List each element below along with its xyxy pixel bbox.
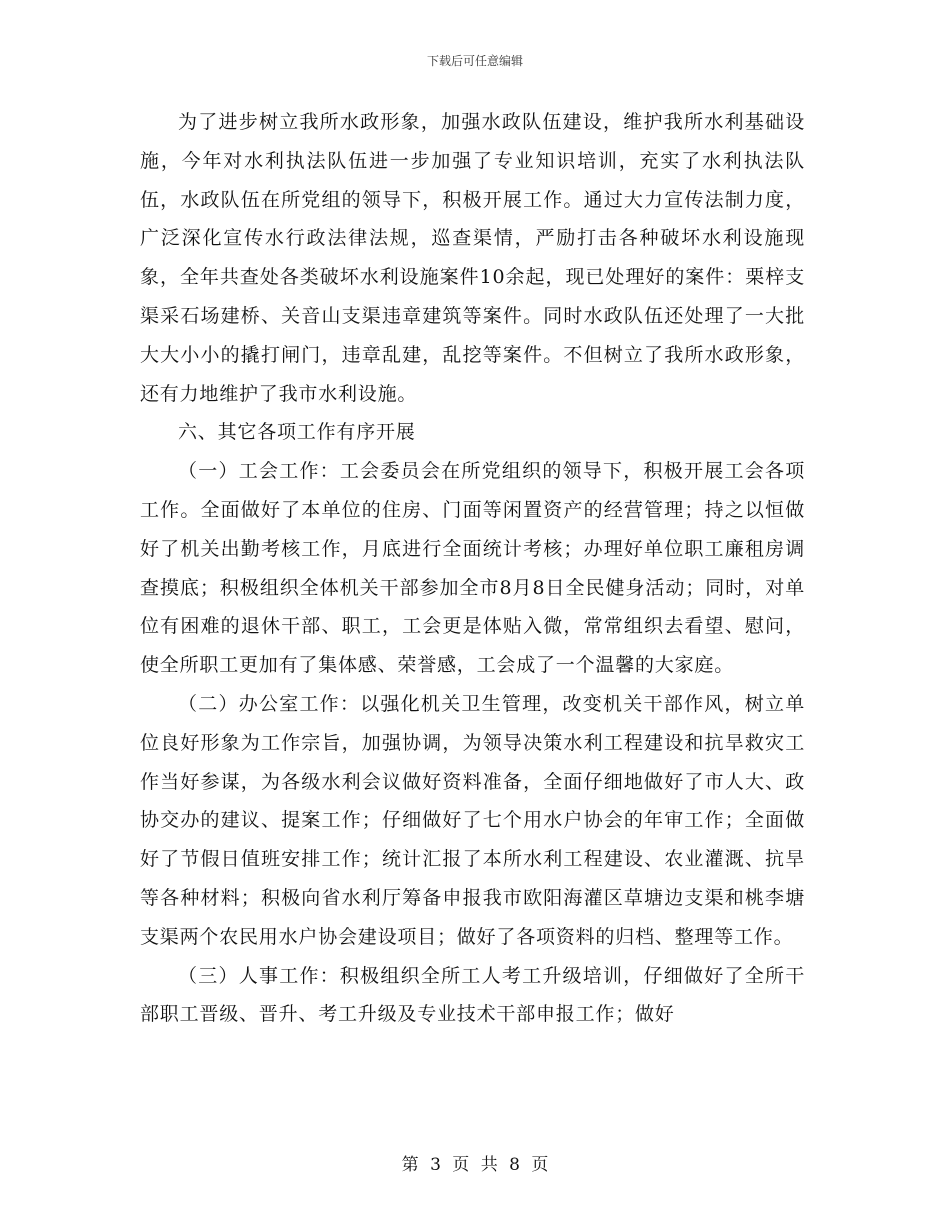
paragraph-personnel-work: （三）人事工作：积极组织全所工人考工升级培训，仔细做好了全所干部职工晋级、晋升、考工升级及专业技术干部申报工作；做好: [140, 964, 805, 1026]
section-heading: 六、其它各项工作有序开展: [178, 421, 416, 444]
paragraph-trade-union: （一）工会工作：工会委员会在所党组织的领导下，积极开展工会各项工作。全面做好了本单位的住房、门面等闲置资产的经营管理；持之以恒做好了机关出勤考核工作，月底进行全面统计考核；办理好单位职工廉租房调查摸底；积极组织全体机关干部参加全市8月8日全民健身活动；同时，对单位有困难的退休干部、职工，工会更是体贴入微，常常组织去看望、慰问，使全所职工更加有了集体感、荣誉感，工会成了一个温馨的大家庭。: [140, 460, 805, 677]
page-header: 下载后可任意编辑: [426, 54, 523, 68]
paragraph-office-work: （二）办公室工作：以强化机关卫生管理，改变机关干部作风，树立单位良好形象为工作宗旨，加强协调，为领导决策水利工程建设和抗旱救灾工作当好参谋，为各级水利会议做好资料准备，全面仔细地做好了市人大、政协交办的建议、提案工作；仔细做好了七个用水户协会的年审工作；全面做好了节假日值班安排工作；统计汇报了本所水利工程建设、农业灌溉、抗旱等各种材料；积极向省水利厅筹备申报我市欧阳海灌区草塘边支渠和桃李塘支渠两个农民用水户协会建设项目；做好了各项资料的归档、整理等工作。: [140, 692, 805, 948]
document-body: [140, 103, 805, 1034]
page-number: 第 3 页 共 8 页: [401, 1155, 549, 1175]
paragraph-water-administration: 为了进步树立我所水政形象，加强水政队伍建设，维护我所水利基础设施，今年对水利执法队伍进一步加强了专业知识培训，充实了水利执法队伍，水政队伍在所党组的领导下，积极开展工作。通过大力宣传法制力度，广泛深化宣传水行政法律法规，巡查渠情，严励打击各种破坏水利设施现象，全年共查处各类破坏水利设施案件10余起，现已处理好的案件：栗梓支渠采石场建桥、关音山支渠违章建筑等案件。同时水政队伍还处理了一大批大大小小的撬打闸门，违章乱建，乱挖等案件。不但树立了我所水政形象，还有力地维护了我市水利设施。: [140, 111, 805, 405]
